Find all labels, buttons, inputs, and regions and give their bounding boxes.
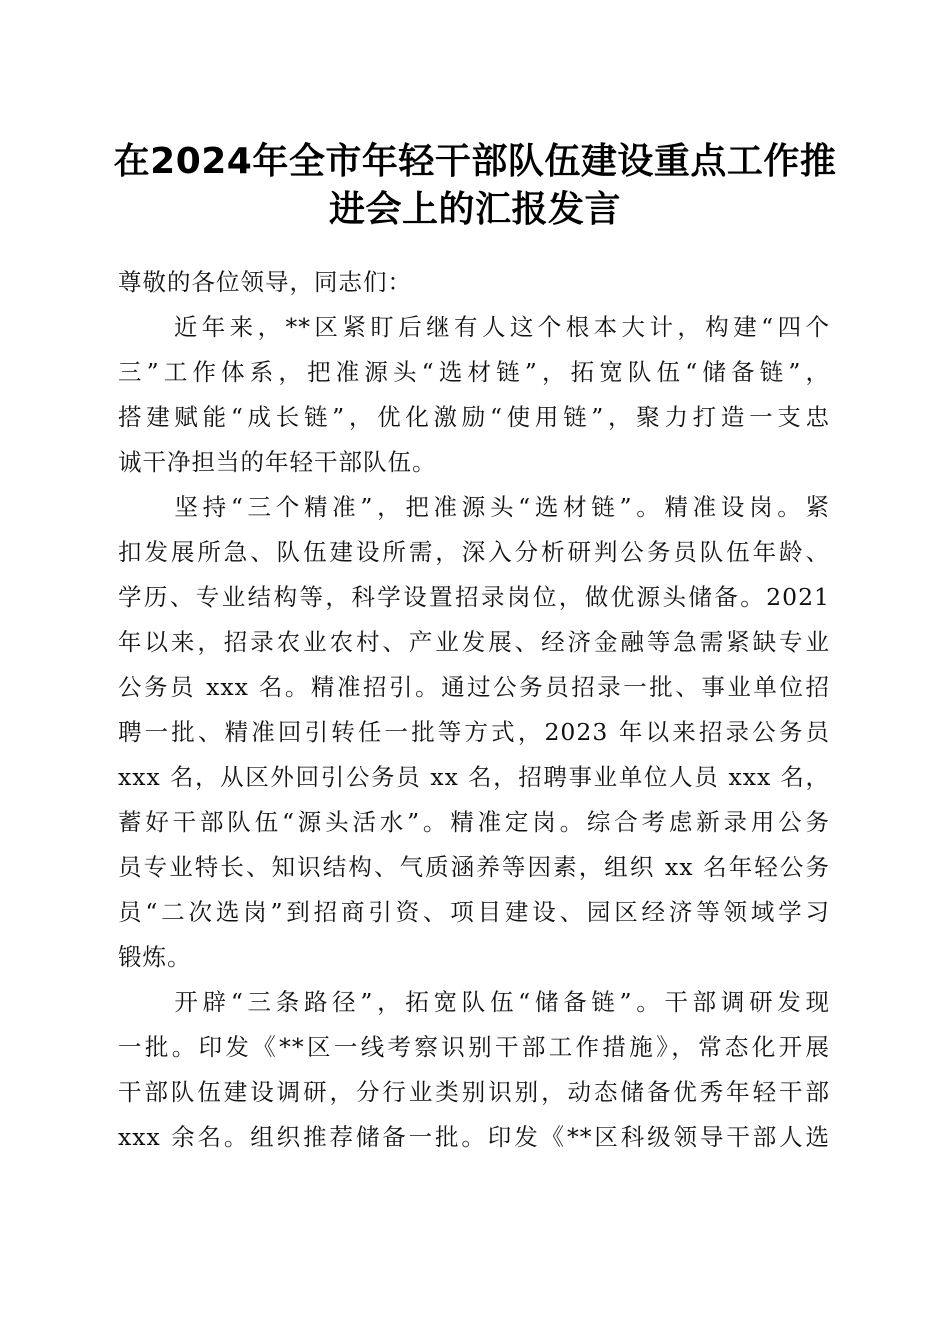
salutation: 尊敬的各位领导，同志们： — [118, 268, 412, 296]
paragraph-line: 扣发展所急、队伍建设所需，深入分析研判公务员队伍年龄、 — [118, 538, 830, 566]
paragraph-line: 聘一批、精准回引转任一批等方式，2023 年以来招录公务员 — [118, 718, 830, 746]
paragraph — [118, 980, 830, 1160]
paragraph-line: xxx 余名。组织推荐储备一批。印发《**区科级领导干部人选 — [118, 1123, 830, 1151]
paragraph-line: xxx 名，从区外回引公务员 xx 名，招聘事业单位人员 xxx 名， — [118, 763, 830, 791]
paragraph-line: 员专业特长、知识结构、气质涵养等因素，组织 xx 名年轻公务 — [118, 853, 830, 881]
document-title — [110, 138, 840, 234]
paragraph-line: 开辟“三条路径”，拓宽队伍“储备链”。干部调研发现 — [118, 988, 830, 1016]
paragraph — [118, 485, 830, 980]
paragraph-line: 搭建赋能“成长链”，优化激励“使用链”，聚力打造一支忠 — [118, 403, 830, 431]
paragraph — [118, 305, 830, 485]
paragraph-line: 坚持“三个精准”，把准源头“选材链”。精准设岗。紧 — [118, 493, 830, 521]
paragraph-line: 干部队伍建设调研，分行业类别识别，动态储备优秀年轻干部 — [118, 1078, 830, 1106]
paragraph-line: 员“二次选岗”到招商引资、项目建设、园区经济等领域学习 — [118, 898, 830, 926]
paragraph-line: 三”工作体系，把准源头“选材链”，拓宽队伍“储备链”， — [118, 358, 830, 386]
paragraph-line: 诚干净担当的年轻干部队伍。 — [118, 448, 437, 476]
title-line: 进会上的汇报发言 — [328, 189, 621, 230]
title-line: 在2024年全市年轻干部队伍建设重点工作推 — [113, 141, 837, 182]
paragraph-line: 公务员 xxx 名。精准招引。通过公务员招录一批、事业单位招 — [118, 673, 830, 701]
paragraph-line: 近年来，**区紧盯后继有人这个根本大计，构建“四个 — [118, 313, 830, 341]
paragraph-line: 锻炼。 — [118, 943, 192, 971]
paragraph-line: 学历、专业结构等，科学设置招录岗位，做优源头储备。2021 — [118, 583, 830, 611]
document-body — [118, 260, 830, 1160]
paragraph-line: 蓄好干部队伍“源头活水”。精准定岗。综合考虑新录用公务 — [118, 808, 830, 836]
paragraph-line: 一批。印发《**区一线考察识别干部工作措施》，常态化开展 — [118, 1033, 830, 1061]
paragraph-line: 年以来，招录农业农村、产业发展、经济金融等急需紧缺专业 — [118, 628, 830, 656]
